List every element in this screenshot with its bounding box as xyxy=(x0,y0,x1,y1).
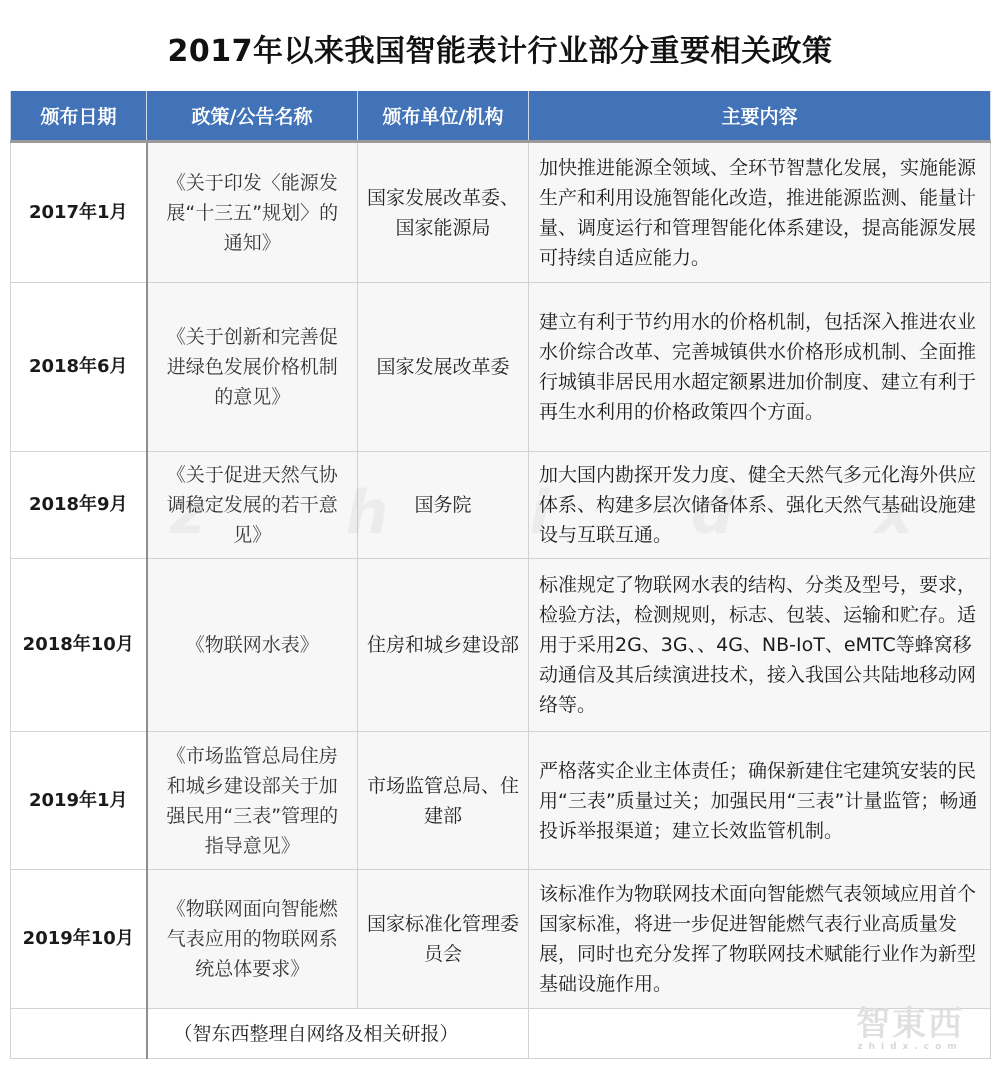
cell-content: 严格落实企业主体责任；确保新建住宅建筑安装的民用“三表”质量过关；加强民用“三表”计量监管；畅通投诉举报渠道；建立长效监管机制。 xyxy=(529,732,991,870)
cell-policy-name: 《物联网水表》 xyxy=(147,559,358,732)
cell-org: 市场监管总局、住建部 xyxy=(358,732,529,870)
cell-content: 加大国内勘探开发力度、健全天然气多元化海外供应体系、构建多层次储备体系、强化天然气基础设施建设与互联互通。 xyxy=(529,452,991,559)
cell-policy-name: 《物联网面向智能燃气表应用的物联网系统总体要求》 xyxy=(147,870,358,1009)
cell-org: 国务院 xyxy=(358,452,529,559)
page-title: 2017年以来我国智能表计行业部分重要相关政策 xyxy=(167,34,833,69)
table-row xyxy=(11,452,991,559)
cell-org: 国家标准化管理委员会 xyxy=(358,870,529,1009)
zhidx-logo-subtext: zhidx.com xyxy=(857,1042,963,1052)
cell-policy-name: 《关于印发〈能源发展“十三五”规划〉的通知》 xyxy=(147,142,358,283)
table-row xyxy=(11,559,991,732)
table-header-row xyxy=(11,91,991,142)
column-header-date: 颁布日期 xyxy=(11,91,147,142)
cell-org: 国家发展改革委 xyxy=(358,283,529,452)
table-row xyxy=(11,283,991,452)
cell-org: 住房和城乡建设部 xyxy=(358,559,529,732)
column-header-content: 主要内容 xyxy=(529,91,991,142)
table-row xyxy=(11,732,991,870)
cell-org: 国家发展改革委、国家能源局 xyxy=(358,142,529,283)
cell-date: 2019年10月 xyxy=(11,870,147,1009)
column-header-org: 颁布单位/机构 xyxy=(358,91,529,142)
cell-content: 建立有利于节约用水的价格机制，包括深入推进农业水价综合改革、完善城镇供水价格形成机制、全面推行城镇非居民用水超定额累进加价制度、建立有利于再生水利用的价格政策四个方面。 xyxy=(529,283,991,452)
zhidx-logo xyxy=(856,1006,964,1052)
cell-date: 2019年1月 xyxy=(11,732,147,870)
cell-date: 2018年10月 xyxy=(11,559,147,732)
table-footer-row xyxy=(11,1009,991,1059)
cell-date: 2017年1月 xyxy=(11,142,147,283)
footer-empty-cell xyxy=(11,1009,147,1059)
column-header-name: 政策/公告名称 xyxy=(147,91,358,142)
cell-content: 加快推进能源全领域、全环节智慧化发展，实施能源生产和利用设施智能化改造，推进能源监测、能量计量、调度运行和管理智能化体系建设，提高能源发展可持续自适应能力。 xyxy=(529,142,991,283)
cell-content: 该标准作为物联网技术面向智能燃气表领域应用首个国家标准，将进一步促进智能燃气表行业高质量发展，同时也充分发挥了物联网技术赋能行业作为新型基础设施作用。 xyxy=(529,870,991,1009)
table-row xyxy=(11,870,991,1009)
cell-policy-name: 《关于促进天然气协调稳定发展的若干意见》 xyxy=(147,452,358,559)
cell-policy-name: 《市场监管总局住房和城乡建设部关于加强民用“三表”管理的指导意见》 xyxy=(147,732,358,870)
table-row xyxy=(11,142,991,283)
cell-content: 标准规定了物联网水表的结构、分类及型号，要求，检验方法，检测规则，标志、包装、运输和贮存。适用于采用2G、3G、、4G、NB-IoT、eMTC等蜂窝移动通信及其后续演进技术，接入我国公共陆地移动网络等。 xyxy=(529,559,991,732)
cell-date: 2018年9月 xyxy=(11,452,147,559)
footer-logo-cell xyxy=(529,1004,991,1059)
source-note: （智东西整理自网络及相关研报） xyxy=(147,1009,529,1059)
cell-date: 2018年6月 xyxy=(11,283,147,452)
policy-table xyxy=(10,91,991,1059)
zhidx-logo-text: 智東西 xyxy=(856,1004,964,1044)
cell-policy-name: 《关于创新和完善促进绿色发展价格机制的意见》 xyxy=(147,283,358,452)
